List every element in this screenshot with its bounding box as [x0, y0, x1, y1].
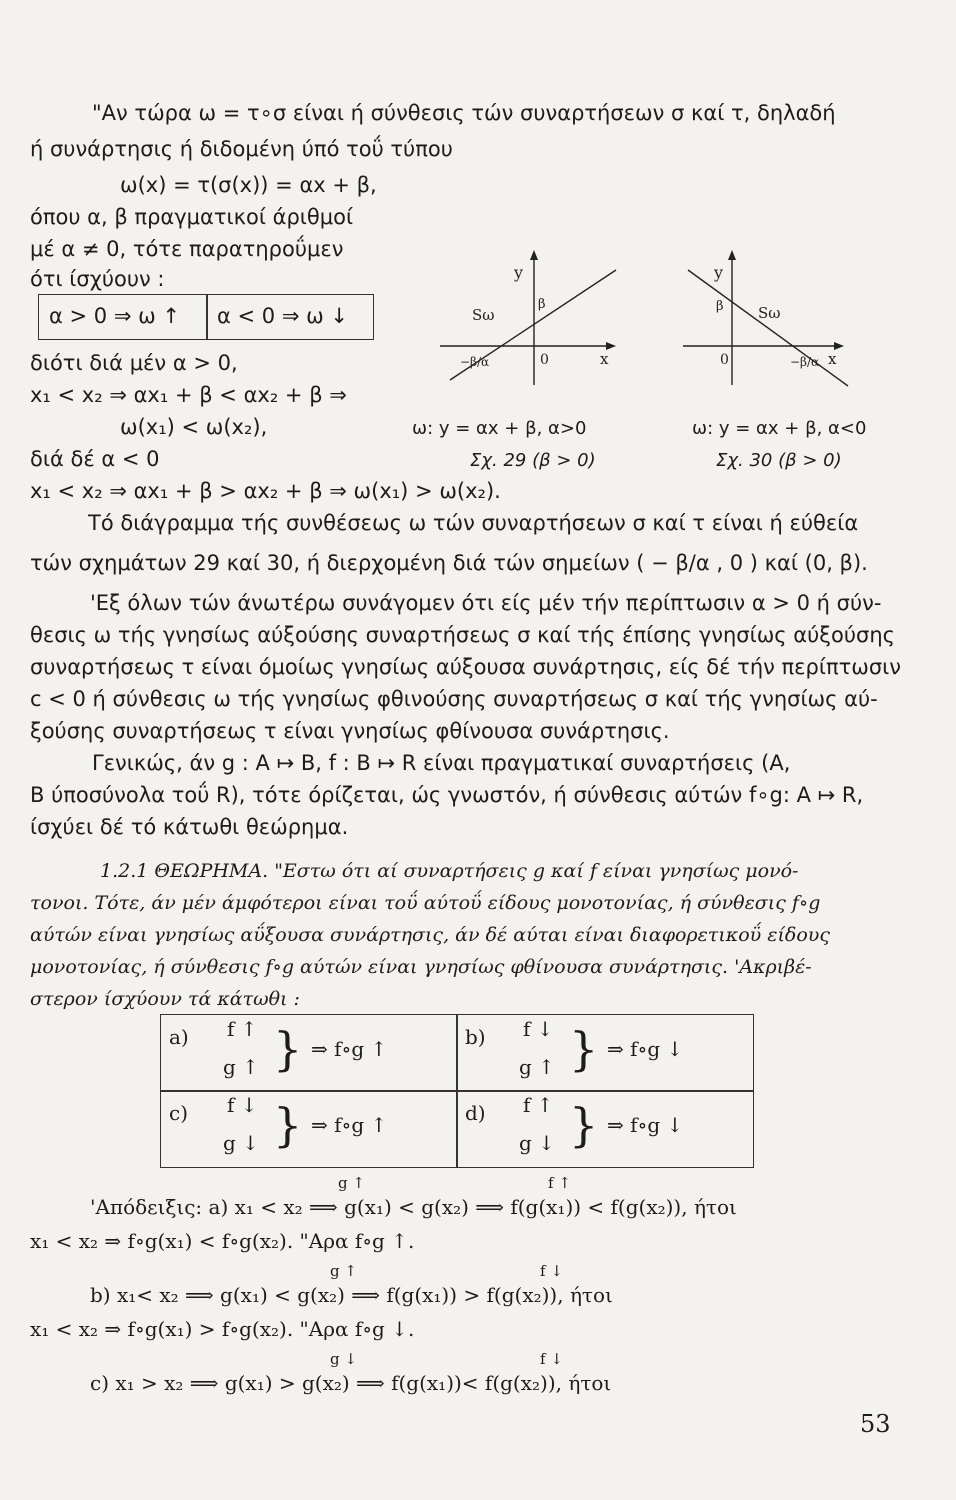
case-result: ⇒ f∘g ↓	[607, 1113, 684, 1137]
proof-line: 'Απόδειξις: a) x₁ < x₂ ⟹ g(x₁) < g(x₂) ⟹ f(g(x₁)) < f(g(x₂)), ήτοι	[90, 1195, 737, 1219]
figure-29	[420, 240, 630, 390]
text-line: c < 0 ή σύνθεσις ω τής γνησίως φθινούσης συναρτήσεως σ καί τής γνησίως αύ-	[30, 687, 878, 711]
arrow-annotation: f ↑	[548, 1174, 571, 1192]
case-f: f ↑	[523, 1093, 554, 1117]
x-axis-label: x	[828, 350, 837, 368]
formula-line: x₁ < x₂ ⇒ αx₁ + β > αx₂ + β ⇒ ω(x₁) > ω(x₂).	[30, 479, 501, 503]
case-f: f ↓	[523, 1017, 554, 1041]
text-line: ξούσης συναρτήσεως τ είναι γνησίως φθίνουσα συνάρτησις.	[30, 719, 670, 743]
case-result: ⇒ f∘g ↓	[607, 1037, 684, 1061]
theorem-case-d	[456, 1090, 754, 1168]
case-label: d)	[465, 1101, 486, 1125]
formula-line: x₁ < x₂ ⇒ αx₁ + β < αx₂ + β ⇒	[30, 383, 347, 407]
theorem-line: μονοτονίας, ή σύνθεσις f∘g αύτών είναι γνησίως φθίνουσα συνάρτησις. 'Ακριβέ-	[30, 956, 812, 978]
theorem-line: 1.2.1 ΘΕΩΡΗΜΑ. "Εστω ότι αί συναρτήσεις g καί f είναι γνησίως μονό-	[100, 860, 799, 882]
curve-label: Sω	[472, 306, 495, 324]
arrow-annotation: g ↑	[330, 1262, 357, 1280]
text-line: τών σχημάτων 29 καί 30, ή διερχομένη διά τών σημείων ( − β/α , 0 ) καί (0, β).	[30, 551, 868, 575]
figure-30	[678, 240, 868, 390]
figure-30-equation: ω: y = αx + β, α<0	[692, 418, 867, 439]
case-g: g ↑	[223, 1055, 259, 1079]
case-g: g ↓	[519, 1131, 555, 1155]
brace: }	[569, 1098, 599, 1152]
theorem-case-c	[160, 1090, 458, 1168]
arrow-annotation: f ↓	[540, 1262, 563, 1280]
brace: }	[569, 1022, 599, 1076]
case-result: ⇒ f∘g ↑	[311, 1113, 388, 1137]
origin-label: 0	[720, 352, 729, 368]
arrow-annotation: g ↓	[330, 1350, 357, 1368]
formula-line: ω(x) = τ(σ(x)) = αx + β,	[120, 173, 377, 197]
case-label: c)	[169, 1101, 189, 1125]
brace: }	[273, 1022, 303, 1076]
y-axis-label: y	[714, 263, 724, 282]
text-line: "Αν τώρα ω = τ∘σ είναι ή σύνθεσις τών συναρτήσεων σ καί τ, δηλαδή	[92, 101, 836, 125]
text-line: μέ α ≠ 0, τότε παρατηροΰμεν	[30, 237, 344, 261]
theorem-case-a	[160, 1014, 458, 1092]
arrow-annotation: f ↓	[540, 1350, 563, 1368]
text-line: ή συνάρτησις ή διδομένη ύπό τοΰ τύπου	[30, 137, 453, 161]
brace: }	[273, 1098, 303, 1152]
root-label: −β/α	[790, 355, 820, 369]
formula-line: ω(x₁) < ω(x₂),	[120, 415, 268, 439]
text-line: διότι διά μέν α > 0,	[30, 351, 238, 375]
text-line: Τό διάγραμμα τής συνθέσεως ω τών συναρτήσεων σ καί τ είναι ή εύθεία	[88, 511, 859, 535]
proof-line: b) x₁< x₂ ⟹ g(x₁) < g(x₂) ⟹ f(g(x₁)) > f(g(x₂)), ήτοι	[90, 1283, 613, 1307]
case-g: g ↑	[519, 1055, 555, 1079]
increasing-box	[38, 294, 208, 340]
case-f: f ↑	[227, 1017, 258, 1041]
page-number: 53	[860, 1410, 891, 1438]
origin-label: 0	[540, 352, 549, 368]
case-label: b)	[465, 1025, 486, 1049]
theorem-case-b	[456, 1014, 754, 1092]
text-line: ότι ίσχύουν :	[30, 267, 165, 291]
theorem-line: αύτών είναι γνησίως αΰξουσα συνάρτησις, άν δέ αύται είναι διαφορετικοΰ είδους	[30, 924, 830, 946]
arrow-annotation: g ↑	[338, 1174, 365, 1192]
beta-label: β	[716, 299, 724, 314]
case-f: f ↓	[227, 1093, 258, 1117]
x-axis-label: x	[600, 350, 609, 368]
case-g: g ↓	[223, 1131, 259, 1155]
root-label: −β/α	[460, 355, 490, 369]
y-axis-label: y	[514, 263, 524, 282]
proof-line: x₁ < x₂ ⇒ f∘g(x₁) > f∘g(x₂). "Αρα f∘g ↓.	[30, 1317, 415, 1341]
curve-label: Sω	[758, 304, 781, 322]
text-line: όπου α, β πραγματικοί άριθμοί	[30, 205, 354, 229]
decreasing-box	[206, 294, 374, 340]
figure-30-caption: Σχ. 30 (β > 0)	[716, 450, 842, 471]
text-line: Γενικώς, άν g : A ↦ B, f : B ↦ R είναι πραγματικαί συναρτήσεις (A,	[92, 751, 791, 775]
theorem-line: τονοι. Τότε, άν μέν άμφότεροι είναι τοΰ αύτοΰ είδους μονοτονίας, ή σύνθεσις f∘g	[30, 892, 821, 914]
text-line: B ύποσύνολα τοΰ R), τότε όρίζεται, ώς γνωστόν, ή σύνθεσις αύτών f∘g: A ↦ R,	[30, 783, 864, 807]
beta-label: β	[538, 297, 546, 312]
figure-29-caption: Σχ. 29 (β > 0)	[470, 450, 596, 471]
figure-29-equation: ω: y = αx + β, α>0	[412, 418, 587, 439]
text-line: συναρτήσεως τ είναι όμοίως γνησίως αύξουσα συνάρτησις, είς δέ τήν περίπτωσιν	[30, 655, 901, 679]
text-line: διά δέ α < 0	[30, 447, 160, 471]
box-text: α > 0 ⇒ ω ↑	[49, 304, 180, 328]
case-label: a)	[169, 1025, 189, 1049]
proof-line: c) x₁ > x₂ ⟹ g(x₁) > g(x₂) ⟹ f(g(x₁))< f(g(x₂)), ήτοι	[90, 1371, 612, 1395]
text-line: θεσις ω τής γνησίως αύξούσης συναρτήσεως σ καί τής έπίσης γνησίως αύξούσης	[30, 623, 895, 647]
proof-line: x₁ < x₂ ⇒ f∘g(x₁) < f∘g(x₂). "Αρα f∘g ↑.	[30, 1229, 415, 1253]
box-text: α < 0 ⇒ ω ↓	[217, 304, 348, 328]
theorem-line: στερον ίσχύουν τά κάτωθι :	[30, 988, 300, 1010]
text-line: ίσχύει δέ τό κάτωθι θεώρημα.	[30, 815, 349, 839]
text-line: 'Εξ όλων τών άνωτέρω συνάγομεν ότι είς μέν τήν περίπτωσιν α > 0 ή σύν-	[90, 591, 882, 615]
case-result: ⇒ f∘g ↑	[311, 1037, 388, 1061]
